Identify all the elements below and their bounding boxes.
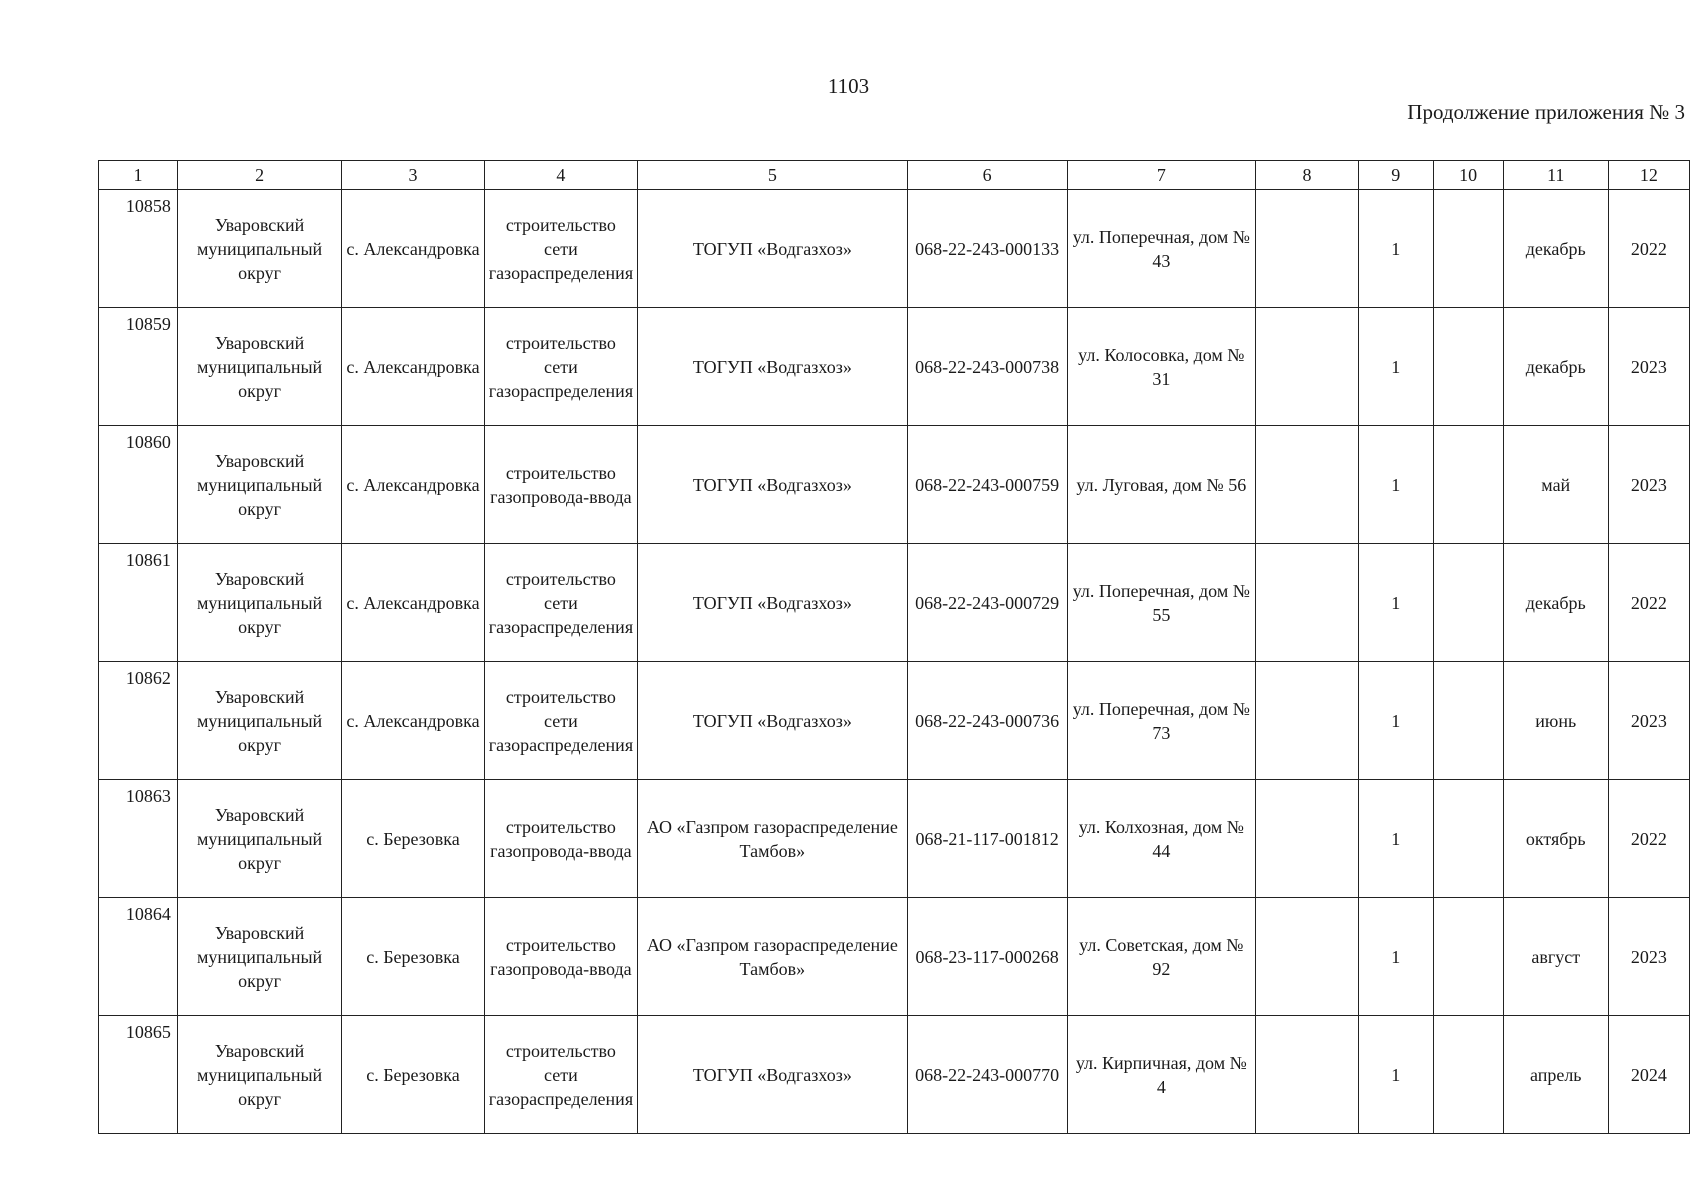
table-row	[99, 544, 1690, 662]
col10-cell	[1433, 544, 1503, 662]
address-cell: ул. Колосовка, дом № 31	[1067, 308, 1255, 426]
col8-cell	[1256, 898, 1359, 1016]
settlement-cell: с. Березовка	[342, 1016, 484, 1134]
municipality-cell: Уваровский муниципальный округ	[177, 190, 341, 308]
table-row	[99, 662, 1690, 780]
code-cell: 068-21-117-001812	[907, 780, 1067, 898]
col10-cell	[1433, 190, 1503, 308]
column-header: 12	[1608, 161, 1689, 190]
month-cell: декабрь	[1503, 544, 1608, 662]
col10-cell	[1433, 308, 1503, 426]
column-header: 2	[177, 161, 341, 190]
settlement-cell: с. Березовка	[342, 780, 484, 898]
code-cell: 068-22-243-000770	[907, 1016, 1067, 1134]
main-table-container	[98, 160, 1690, 1134]
settlement-cell: с. Березовка	[342, 898, 484, 1016]
column-header: 3	[342, 161, 484, 190]
col8-cell	[1256, 190, 1359, 308]
count-cell: 1	[1359, 662, 1434, 780]
data-table	[98, 160, 1690, 1134]
municipality-cell: Уваровский муниципальный округ	[177, 780, 341, 898]
month-cell: декабрь	[1503, 190, 1608, 308]
count-cell: 1	[1359, 898, 1434, 1016]
settlement-cell: с. Александровка	[342, 426, 484, 544]
column-header: 11	[1503, 161, 1608, 190]
work-type-cell: строительство сети газораспределения	[484, 308, 637, 426]
month-cell: апрель	[1503, 1016, 1608, 1134]
count-cell: 1	[1359, 426, 1434, 544]
year-cell: 2023	[1608, 898, 1689, 1016]
organization-cell: ТОГУП «Водгазхоз»	[638, 662, 908, 780]
organization-cell: ТОГУП «Водгазхоз»	[638, 190, 908, 308]
row-number: 10865	[99, 1016, 178, 1134]
row-number: 10862	[99, 662, 178, 780]
settlement-cell: с. Александровка	[342, 190, 484, 308]
col10-cell	[1433, 1016, 1503, 1134]
column-header: 5	[638, 161, 908, 190]
address-cell: ул. Советская, дом № 92	[1067, 898, 1255, 1016]
year-cell: 2022	[1608, 780, 1689, 898]
table-row	[99, 190, 1690, 308]
organization-cell: ТОГУП «Водгазхоз»	[638, 308, 908, 426]
col8-cell	[1256, 662, 1359, 780]
year-cell: 2023	[1608, 662, 1689, 780]
work-type-cell: строительство газопровода-ввода	[484, 898, 637, 1016]
month-cell: декабрь	[1503, 308, 1608, 426]
row-number: 10864	[99, 898, 178, 1016]
col8-cell	[1256, 780, 1359, 898]
row-number: 10860	[99, 426, 178, 544]
table-row	[99, 898, 1690, 1016]
table-row	[99, 308, 1690, 426]
year-cell: 2022	[1608, 544, 1689, 662]
code-cell: 068-22-243-000133	[907, 190, 1067, 308]
address-cell: ул. Поперечная, дом № 73	[1067, 662, 1255, 780]
code-cell: 068-22-243-000759	[907, 426, 1067, 544]
address-cell: ул. Луговая, дом № 56	[1067, 426, 1255, 544]
code-cell: 068-22-243-000738	[907, 308, 1067, 426]
month-cell: октябрь	[1503, 780, 1608, 898]
work-type-cell: строительство сети газораспределения	[484, 662, 637, 780]
work-type-cell: строительство сети газораспределения	[484, 190, 637, 308]
municipality-cell: Уваровский муниципальный округ	[177, 898, 341, 1016]
code-cell: 068-22-243-000736	[907, 662, 1067, 780]
column-header: 10	[1433, 161, 1503, 190]
municipality-cell: Уваровский муниципальный округ	[177, 308, 341, 426]
municipality-cell: Уваровский муниципальный округ	[177, 1016, 341, 1134]
col10-cell	[1433, 898, 1503, 1016]
work-type-cell: строительство сети газораспределения	[484, 1016, 637, 1134]
column-header: 9	[1359, 161, 1434, 190]
organization-cell: АО «Газпром газораспределение Тамбов»	[638, 898, 908, 1016]
column-header: 4	[484, 161, 637, 190]
col8-cell	[1256, 544, 1359, 662]
count-cell: 1	[1359, 544, 1434, 662]
address-cell: ул. Колхозная, дом № 44	[1067, 780, 1255, 898]
municipality-cell: Уваровский муниципальный округ	[177, 426, 341, 544]
address-cell: ул. Поперечная, дом № 43	[1067, 190, 1255, 308]
col8-cell	[1256, 426, 1359, 544]
count-cell: 1	[1359, 190, 1434, 308]
settlement-cell: с. Александровка	[342, 662, 484, 780]
work-type-cell: строительство сети газораспределения	[484, 544, 637, 662]
row-number: 10863	[99, 780, 178, 898]
table-row	[99, 780, 1690, 898]
header-row	[99, 161, 1690, 190]
col10-cell	[1433, 426, 1503, 544]
row-number: 10858	[99, 190, 178, 308]
month-cell: май	[1503, 426, 1608, 544]
code-cell: 068-22-243-000729	[907, 544, 1067, 662]
municipality-cell: Уваровский муниципальный округ	[177, 544, 341, 662]
col8-cell	[1256, 308, 1359, 426]
work-type-cell: строительство газопровода-ввода	[484, 780, 637, 898]
year-cell: 2024	[1608, 1016, 1689, 1134]
year-cell: 2023	[1608, 426, 1689, 544]
row-number: 10859	[99, 308, 178, 426]
count-cell: 1	[1359, 780, 1434, 898]
organization-cell: ТОГУП «Водгазхоз»	[638, 1016, 908, 1134]
row-number: 10861	[99, 544, 178, 662]
column-header: 8	[1256, 161, 1359, 190]
continuation-title: Продолжение приложения № 3	[1407, 100, 1685, 124]
column-header: 6	[907, 161, 1067, 190]
organization-cell: ТОГУП «Водгазхоз»	[638, 426, 908, 544]
month-cell: август	[1503, 898, 1608, 1016]
col8-cell	[1256, 1016, 1359, 1134]
col10-cell	[1433, 780, 1503, 898]
table-row	[99, 1016, 1690, 1134]
address-cell: ул. Поперечная, дом № 55	[1067, 544, 1255, 662]
column-header: 1	[99, 161, 178, 190]
count-cell: 1	[1359, 1016, 1434, 1134]
organization-cell: АО «Газпром газораспределение Тамбов»	[638, 780, 908, 898]
work-type-cell: строительство газопровода-ввода	[484, 426, 637, 544]
settlement-cell: с. Александровка	[342, 544, 484, 662]
municipality-cell: Уваровский муниципальный округ	[177, 662, 341, 780]
col10-cell	[1433, 662, 1503, 780]
table-row	[99, 426, 1690, 544]
settlement-cell: с. Александровка	[342, 308, 484, 426]
organization-cell: ТОГУП «Водгазхоз»	[638, 544, 908, 662]
code-cell: 068-23-117-000268	[907, 898, 1067, 1016]
page-number: 1103	[827, 74, 870, 98]
address-cell: ул. Кирпичная, дом № 4	[1067, 1016, 1255, 1134]
year-cell: 2023	[1608, 308, 1689, 426]
count-cell: 1	[1359, 308, 1434, 426]
month-cell: июнь	[1503, 662, 1608, 780]
year-cell: 2022	[1608, 190, 1689, 308]
column-header: 7	[1067, 161, 1255, 190]
